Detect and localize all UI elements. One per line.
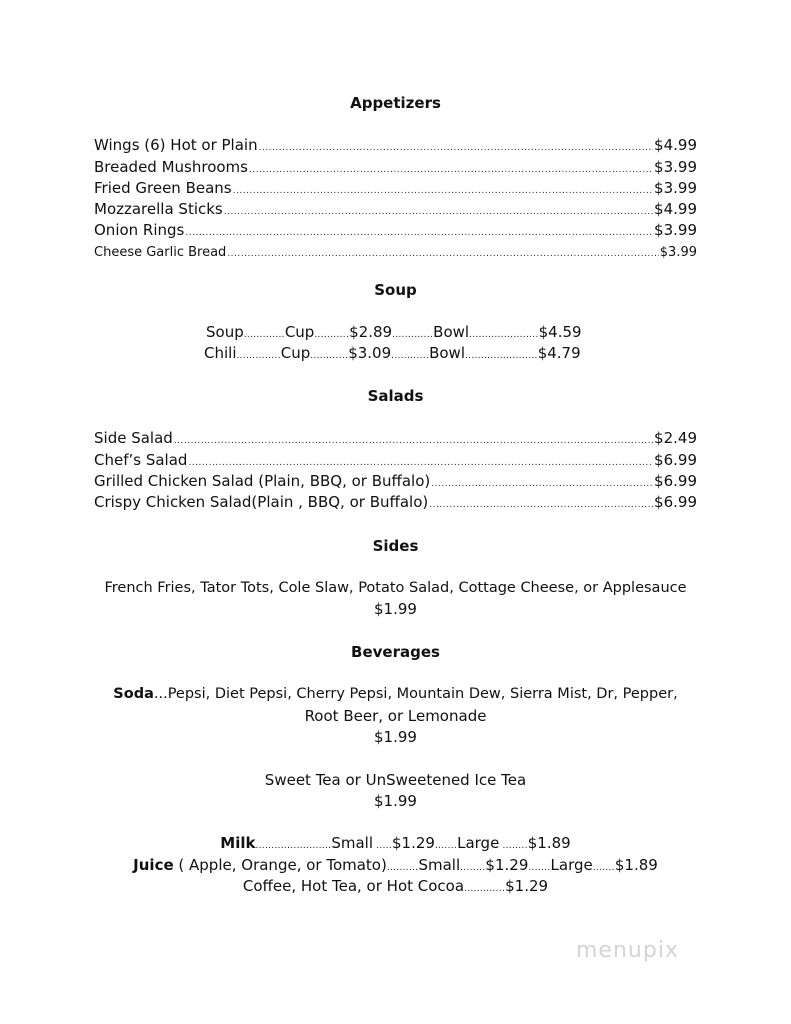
menu-item — [94, 220, 697, 244]
milk-large-label: Large — [457, 834, 500, 852]
item-price: $4.99 — [654, 200, 697, 218]
item-price: $3.99 — [659, 245, 697, 260]
soda-line — [0, 684, 791, 705]
milk-large-price: $1.89 — [527, 834, 571, 852]
item-price: $4.99 — [654, 136, 697, 154]
item-price: $2.49 — [654, 429, 697, 447]
cup-label: Cup — [284, 323, 315, 341]
soda-price: $1.99 — [374, 728, 417, 746]
item-name: Fried Green Beans — [94, 179, 232, 197]
salads-heading: Salads — [367, 387, 424, 405]
item-name: Grilled Chicken Salad (Plain, BBQ, or Buffalo) — [94, 472, 431, 490]
juice-small-price: $1.29 — [485, 856, 529, 874]
item-price: $3.99 — [654, 221, 697, 239]
soda-list-2: Root Beer, or Lemonade — [304, 707, 487, 725]
item-name: Crispy Chicken Salad(Plain , BBQ, or Buffalo) — [94, 493, 429, 511]
juice-line: Juice ( Apple, Orange, or Tomato)..........Small........$1.29.......Large.......$1.89 — [133, 856, 658, 874]
juice-small-label: Small — [418, 856, 461, 874]
soup-row: Soup.............Cup...........$2.89.............Bowl......................$4.59 — [206, 323, 582, 341]
item-name: Chef’s Salad — [94, 451, 188, 469]
juice-label: Juice — [133, 856, 174, 874]
milk-line: Milk........................Small .....$1.29.......Large ........$1.89 — [220, 834, 571, 852]
menu-item — [94, 242, 697, 265]
bowl-label: Bowl — [433, 323, 470, 341]
appetizers-heading: Appetizers — [350, 94, 441, 112]
item-name: Cheese Garlic Bread — [94, 245, 227, 260]
bowl-price: $4.79 — [537, 344, 581, 362]
soup-name: Soup — [206, 323, 244, 341]
item-price: $3.99 — [654, 179, 697, 197]
item-name: Breaded Mushrooms — [94, 158, 248, 176]
soup-row: Chili..............Cup............$3.09............Bowl.......................$4.79 — [204, 344, 581, 362]
item-price: $6.99 — [654, 493, 697, 511]
beverages-heading: Beverages — [351, 643, 440, 661]
menu-item — [94, 428, 697, 452]
milk-small-price: $1.29 — [392, 834, 435, 852]
soup-heading: Soup — [374, 281, 417, 299]
item-name: Wings (6) Hot or Plain — [94, 136, 258, 154]
item-price: $3.99 — [654, 158, 697, 176]
cup-label: Cup — [280, 344, 311, 362]
menu-item — [94, 492, 697, 516]
soup-name: Chili — [204, 344, 237, 362]
juice-desc: ( Apple, Orange, or Tomato) — [173, 856, 387, 874]
milk-small-label: Small — [331, 834, 374, 852]
milk-label: Milk — [220, 834, 256, 852]
juice-large-label: Large — [550, 856, 593, 874]
hot-drinks-label: Coffee, Hot Tea, or Hot Cocoa — [242, 877, 465, 895]
item-price: $6.99 — [654, 472, 697, 490]
menu-item — [94, 135, 697, 159]
sides-heading: Sides — [372, 537, 419, 555]
soda-list: ...Pepsi, Diet Pepsi, Cherry Pepsi, Mountain Dew, Sierra Mist, Dr, Pepper, — [153, 686, 678, 702]
hot-drinks-line: Coffee, Hot Tea, or Hot Cocoa.............$1.29 — [242, 877, 549, 895]
item-price: $6.99 — [654, 451, 697, 469]
item-name: Side Salad — [94, 429, 173, 447]
soda-label: Soda — [113, 686, 154, 702]
tea-label: Sweet Tea or UnSweetened Ice Tea — [264, 771, 527, 789]
bowl-label: Bowl — [429, 344, 465, 362]
item-name: Mozzarella Sticks — [94, 200, 223, 218]
item-name: Onion Rings — [94, 221, 185, 239]
sides-list: French Fries, Tator Tots, Cole Slaw, Potato Salad, Cottage Cheese, or Applesauce — [104, 580, 687, 596]
watermark-logo: menupix — [576, 938, 679, 963]
cup-price: $3.09 — [348, 344, 392, 362]
hot-drinks-price: $1.29 — [505, 877, 549, 895]
sides-price: $1.99 — [374, 600, 417, 618]
cup-price: $2.89 — [349, 323, 393, 341]
bowl-price: $4.59 — [538, 323, 582, 341]
juice-large-price: $1.89 — [614, 856, 658, 874]
tea-price: $1.99 — [374, 792, 417, 810]
